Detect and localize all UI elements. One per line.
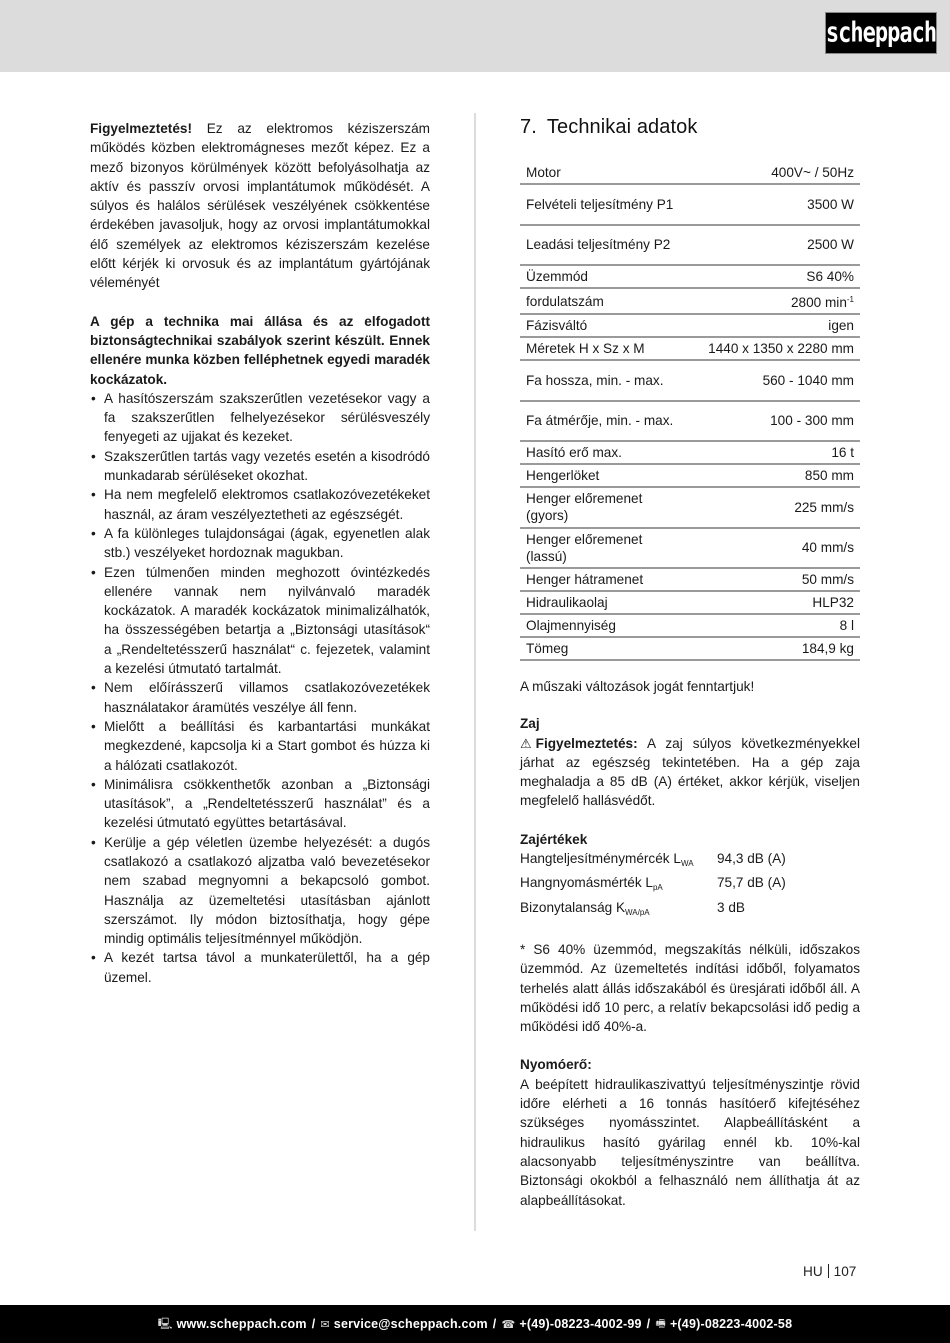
column-divider bbox=[474, 113, 476, 1231]
table-row bbox=[520, 614, 860, 637]
noise-values-section bbox=[520, 830, 860, 922]
list-item: • Kerülje a gép véletlen üzembe helyezését: a dugós csatlakozó a csatlakozó aljzatba való bevezetésekor nem szabad megnyomni a bekapcsoló gombot. Használja az üzemeltetési utasításban ajánlott szerszámot. Ily módon biztosíthatja, hogy gépe mindig optimális teljesítménnyel működjön. bbox=[90, 833, 430, 949]
spec-label: Henger előremenet (gyors) bbox=[520, 487, 690, 528]
residual-risk-list bbox=[90, 389, 430, 987]
noise-value-row bbox=[520, 849, 860, 873]
table-row bbox=[520, 637, 860, 660]
fax-number: +(49)-08223-4002-58 bbox=[669, 1317, 793, 1331]
table-row bbox=[520, 288, 860, 314]
table-row bbox=[520, 265, 860, 288]
emf-warning-text: Ez az elektromos kéziszerszám működés közben elektromágneses mezőt képez. Ez a mező bizonyos körülmények között befolyásolhatja az aktív és passzív orvosi implantátumok működését. A súlyos és halálos sérülések veszélyének csökkentése érdekében javasoljuk, hogy az orvosi implantátumokkal élő személyek az elektromos kéziszerszám kezelése előtt kérjék ki orvosuk és az implantátum gyártójának véleményét bbox=[90, 121, 430, 291]
table-row bbox=[520, 464, 860, 487]
spec-value: 50 mm/s bbox=[690, 568, 860, 591]
right-column bbox=[520, 113, 860, 1210]
page-number-value: 107 bbox=[833, 1264, 857, 1279]
spec-label: Fázisváltó bbox=[520, 314, 690, 337]
noise-section bbox=[520, 714, 860, 810]
separator: / bbox=[646, 1317, 651, 1331]
spec-label: Üzemmód bbox=[520, 265, 690, 288]
noise-value-label: Bizonytalanság $K_{WA/pA}$ bbox=[520, 899, 650, 917]
spec-value: 3500 W bbox=[690, 184, 860, 225]
spec-label: Hasító erő max. bbox=[520, 441, 690, 464]
reserve-note: A műszaki változások jogát fenntartjuk! bbox=[520, 679, 755, 694]
spec-label: Motor bbox=[520, 161, 690, 184]
list-item: • Ezen túlmenően minden meghozott óvintézkedés ellenére vannak nem nyilvánvaló maradék kockázatok. A maradék kockázatok minimalizálhatók, ha összességében betartja a „Biztonsági utasítások“ a „Rendeltetésszerű használat“ c. fejezetek, valamint a kezelési útmutató tartalmát. bbox=[90, 563, 430, 679]
spec-label: Henger előremenet (lassú) bbox=[520, 528, 690, 569]
header-band bbox=[0, 0, 950, 72]
noise-warning-label: Figyelmeztetés: bbox=[535, 735, 638, 751]
noise-value-row bbox=[520, 873, 860, 897]
page-separator bbox=[828, 1264, 829, 1278]
spec-label: Méretek H x Sz x M bbox=[520, 337, 690, 360]
table-row bbox=[520, 528, 860, 569]
list-item: • A kezét tartsa távol a munkaterülettől, ha a gép üzemel. bbox=[90, 948, 430, 987]
spec-value: 2500 W bbox=[690, 225, 860, 266]
noise-value-label: Hangteljesítménymércék $L_{WA}$ bbox=[520, 851, 694, 869]
emf-warning-label: Figyelmeztetés! bbox=[90, 121, 192, 136]
table-row bbox=[520, 360, 860, 401]
spec-label: Leadási teljesítmény P2 bbox=[520, 225, 690, 266]
table-row bbox=[520, 441, 860, 464]
spec-label: Henger hátramenet bbox=[520, 568, 690, 591]
spec-label: Tömeg bbox=[520, 637, 690, 660]
spec-label: Fa hossza, min. - max. bbox=[520, 360, 690, 401]
list-item: • Mielőtt a beállítási és karbantartási munkákat megkezdené, kapcsolja ki a Start gombot és húzza ki a hálózati csatlakozót. bbox=[90, 717, 430, 775]
spec-value: 2800 $\min^{-1}$ bbox=[690, 288, 860, 314]
duty-cycle-footnote: * S6 40% üzemmód, megszakítás nélküli, időszakos üzemmód. Az üzemeltetés indítási időből, folyamatos terhelés alatt állás időszakából és üresjárati időből áll. A működési idő 10 perc, a relatív bekapcsolási idő pedig a működési idő 40%-a. bbox=[520, 941, 860, 1035]
spec-value: 850 mm bbox=[690, 464, 860, 487]
spec-value: 8 l bbox=[690, 614, 860, 637]
spec-value: 184,9 kg bbox=[690, 637, 860, 660]
list-item: • Minimálisra csökkenthetők azonban a „Biztonsági utasítások”, a „Rendeltetésszerű használat” és a kezelési útmutató együttes betartásával. bbox=[90, 775, 430, 833]
warning-triangle-icon: ⚠ bbox=[520, 735, 532, 751]
spec-label: Hidraulikaolaj bbox=[520, 591, 690, 614]
spec-value: 400V~ / 50Hz bbox=[690, 161, 860, 184]
spec-value: HLP32 bbox=[690, 591, 860, 614]
scheppach-logo bbox=[825, 12, 937, 54]
noise-warning-paragraph bbox=[520, 734, 860, 811]
spec-value: 100 - 300 mm bbox=[690, 401, 860, 442]
spec-label: Fa átmérője, min. - max. bbox=[520, 401, 690, 442]
noise-values-heading: Zajértékek bbox=[520, 831, 588, 847]
computer-icon: 🖳︎ bbox=[157, 1317, 173, 1330]
spec-value: 225 mm/s bbox=[690, 487, 860, 528]
spec-label: fordulatszám bbox=[520, 288, 690, 314]
technical-data-table bbox=[520, 161, 860, 661]
table-row bbox=[520, 487, 860, 528]
section-title bbox=[520, 113, 860, 141]
email-link[interactable]: service@scheppach.com bbox=[333, 1317, 488, 1331]
spec-label: Hengerlöket bbox=[520, 464, 690, 487]
spec-label: Olajmennyiség bbox=[520, 614, 690, 637]
spec-value: 1440 x 1350 x 2280 mm bbox=[690, 337, 860, 360]
phone-icon: ☎︎ bbox=[501, 1318, 516, 1331]
table-row bbox=[520, 401, 860, 442]
section-number: 7. bbox=[520, 116, 537, 138]
noise-value: 3 dB bbox=[717, 899, 745, 915]
noise-value-label: Hangnyomásmérték $L_{pA}$ bbox=[520, 875, 663, 893]
pressure-section bbox=[520, 1055, 860, 1209]
spec-value: 560 - 1040 mm bbox=[690, 360, 860, 401]
page-language: HU bbox=[803, 1264, 823, 1279]
table-row bbox=[520, 184, 860, 225]
noise-warning-text: A zaj súlyos következményekkel járhat az egészség tekintetében. Ha a gép zaja meghaladja a 85 dB (A) értéket, akkor kérjük, viseljen megfelelő hallásvédőt. bbox=[520, 735, 860, 809]
noise-value: 75,7 dB (A) bbox=[717, 875, 786, 891]
spec-value: 16 t bbox=[690, 441, 860, 464]
noise-heading: Zaj bbox=[520, 716, 540, 732]
list-item: • Ha nem megfelelő elektromos csatlakozóvezetékeket használ, az áram veszélyeztetheti az egészségét. bbox=[90, 485, 430, 524]
table-row bbox=[520, 314, 860, 337]
table-row bbox=[520, 568, 860, 591]
list-item: • Nem előírásszerű villamos csatlakozóvezetékek használatakor áramütés veszélye áll fenn. bbox=[90, 678, 430, 717]
spec-value: 40 mm/s bbox=[690, 528, 860, 569]
spec-value: S6 40% bbox=[690, 265, 860, 288]
noise-value-row bbox=[520, 898, 860, 922]
separator: / bbox=[311, 1317, 316, 1331]
page-number bbox=[803, 1264, 856, 1279]
list-item: • A fa különleges tulajdonságai (ágak, egyenetlen alak stb.) veszélyeket hordoznak magukban. bbox=[90, 524, 430, 563]
spec-value: igen bbox=[690, 314, 860, 337]
table-row bbox=[520, 225, 860, 266]
pressure-heading: Nyomóerő: bbox=[520, 1057, 592, 1073]
phone-number: +(49)-08223-4002-99 bbox=[519, 1317, 642, 1331]
table-row bbox=[520, 337, 860, 360]
emf-warning-paragraph bbox=[90, 119, 430, 293]
residual-risk-heading: A gép a technika mai állása és az elfogadott biztonságtechnikai szabályok szerint készült. Ennek ellenére munka közben felléphetnek egyedi maradék kockázatok. bbox=[90, 313, 430, 387]
spec-label: Felvételi teljesítmény P1 bbox=[520, 184, 690, 225]
section-title-text: Technikai adatok bbox=[546, 116, 698, 138]
left-column bbox=[90, 119, 430, 987]
list-item: • A hasítószerszám szakszerűtlen vezetésekor vagy a fa szakszerűtlen felhelyezésekor sérülésveszély fenyegeti az ujjakat és kezeket. bbox=[90, 389, 430, 447]
website-link[interactable]: www.scheppach.com bbox=[176, 1317, 307, 1331]
list-item: • Szakszerűtlen tartás vagy vezetés esetén a kisodródó munkadarab sérüléseket okozhat. bbox=[90, 447, 430, 486]
footer-contact-bar bbox=[0, 1305, 950, 1343]
fax-icon: 🖷︎ bbox=[655, 1317, 666, 1330]
noise-value: 94,3 dB (A) bbox=[717, 851, 786, 867]
table-row bbox=[520, 161, 860, 184]
pressure-text: A beépített hidraulikaszivattyú teljesítményszintje rövid időre elérheti a 16 tonnás hasítóerő kifejtéséhez szükséges nyomásszintet. Alapbeállításként a hidraulikus hasító gyárilag ennél kb. 10%-kal alacsonyabb teljesítményszintre van beállítva. Biztonsági okokból a felhasználó nem állíthatja át az alapbeállításokat. bbox=[520, 1076, 860, 1208]
table-row bbox=[520, 591, 860, 614]
mail-icon: ✉︎ bbox=[320, 1318, 330, 1331]
logo-text: scheppach bbox=[825, 17, 937, 49]
separator: / bbox=[492, 1317, 497, 1331]
